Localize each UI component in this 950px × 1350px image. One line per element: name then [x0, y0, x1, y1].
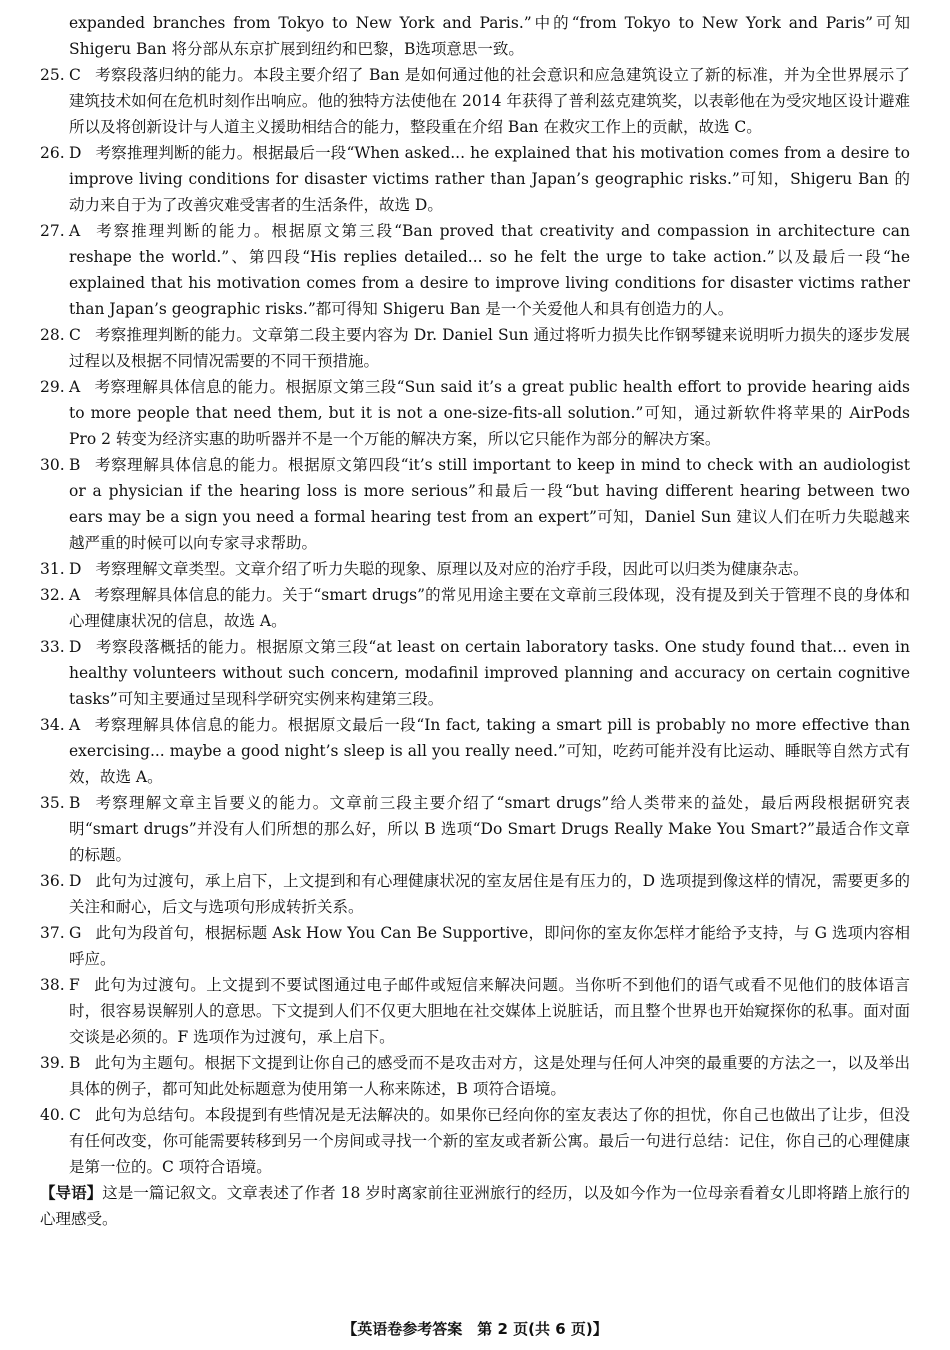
- answer-item: [40, 322, 910, 374]
- answer-letter: C: [69, 326, 81, 344]
- answer-explanation: [69, 1050, 910, 1102]
- answer-item: [40, 374, 910, 452]
- answer-letter: D: [69, 560, 82, 578]
- answer-explanation: [69, 582, 910, 634]
- answer-item: [40, 972, 910, 1050]
- question-number: 37.: [40, 924, 65, 942]
- explanation-text: 考察理解文章类型。文章介绍了听力失聪的现象、原理以及对应的治疗手段，因此可以归类为健康杂志。: [95, 560, 809, 578]
- guide-text: 这是一篇记叙文。文章表述了作者 18 岁时离家前往亚洲旅行的经历，以及如今作为一位母亲看着女儿即将踏上旅行的心理感受。: [40, 1184, 910, 1228]
- explanation-text: 考察推理判断的能力。根据最后一段“When asked... he explained that his motivation comes from a desire to improve living conditions for disaster victims rather than Japan’s geographic risks.”可知，Shigeru Ban 的动力来自于为了改善灾难受害者的生活条件，故选 D。: [69, 144, 910, 214]
- explanation-text: 考察理解具体信息的能力。关于“smart drugs”的常见用途主要在文章前三段体现，没有提及到关于管理不良的身体和心理健康状况的信息，故选 A。: [69, 586, 910, 630]
- answer-explanation: [69, 712, 910, 790]
- answer-explanation: [69, 140, 910, 218]
- answer-item: [40, 1102, 910, 1180]
- answer-letter: F: [69, 976, 80, 994]
- guide-paragraph: [40, 1180, 910, 1232]
- answer-item: [40, 218, 910, 322]
- answer-letter: A: [69, 378, 81, 396]
- answer-item: [40, 62, 910, 140]
- question-number: 27.: [40, 222, 65, 240]
- answer-item: [40, 1050, 910, 1102]
- answer-item: [40, 868, 910, 920]
- question-number: 31.: [40, 560, 65, 578]
- question-number: 30.: [40, 456, 65, 474]
- answer-explanation: [69, 374, 910, 452]
- explanation-text: 考察推理判断的能力。根据原文第三段“Ban proved that creativity and compassion in architecture can reshape the world.”、第四段“His replies detailed... so he felt the urge to take action.”以及最后一段“he explained that his motivation comes from a desire to improve living conditions for disaster victims rather than Japan’s geographic risks.”都可得知 Shigeru Ban 是一个关爱他人和具有创造力的人。: [69, 222, 910, 318]
- answer-letter: B: [69, 1054, 81, 1072]
- answer-explanation: [69, 452, 910, 556]
- question-number: 28.: [40, 326, 65, 344]
- explanation-text: 考察段落概括的能力。根据原文第三段“at least on certain laboratory tasks. One study found that... even in healthy volunteers without such concern, modafinil improved planning and accuracy on certain cognitive tasks”可知主要通过呈现科学研究实例来构建第三段。: [69, 638, 910, 708]
- answer-explanation: [69, 790, 910, 868]
- explanation-text: 此句为总结句。本段提到有些情况是无法解决的。如果你已经向你的室友表达了你的担忧，你自己也做出了让步，但没有任何改变，你可能需要转移到另一个房间或寻找一个新的室友或者新公寓。最后一句进行总结：记住，你自己的心理健康是第一位的。C 项符合语境。: [69, 1106, 910, 1176]
- answer-letter: A: [69, 716, 81, 734]
- explanation-text: 考察理解具体信息的能力。根据原文第三段“Sun said it’s a great public health effort to provide hearing aids to more people that need them, but it is not a one-size-fits-all solution.”可知，通过新软件将苹果的 AirPods Pro 2 转变为经济实惠的助听器并不是一个万能的解决方案，所以它只能作为部分的解决方案。: [69, 378, 910, 448]
- answer-item: [40, 140, 910, 218]
- answer-explanation: [69, 1102, 910, 1180]
- explanation-text: 考察段落归纳的能力。本段主要介绍了 Ban 是如何通过他的社会意识和应急建筑设立了新的标准，并为全世界展示了建筑技术如何在危机时刻作出响应。他的独特方法使他在 2014 年获得了普利兹克建筑奖，以表彰他在为受灾地区设计避难所以及将创新设计与人道主义援助相结合的能力，整段重在介绍 Ban 在救灾工作上的贡献，故选 C。: [69, 66, 910, 136]
- question-number: 25.: [40, 66, 65, 84]
- answer-letter: C: [69, 1106, 81, 1124]
- explanation-text: 此句为过渡句，承上启下，上文提到和有心理健康状况的室友居住是有压力的，D 选项提到像这样的情况，需要更多的关注和耐心，后文与选项句形成转折关系。: [69, 872, 910, 916]
- answer-item: [40, 452, 910, 556]
- guide-label: 【导语】: [40, 1183, 103, 1202]
- answer-item: [40, 634, 910, 712]
- question-number: 39.: [40, 1054, 65, 1072]
- answer-letter: D: [69, 144, 82, 162]
- explanation-text: 考察理解具体信息的能力。根据原文最后一段“In fact, taking a smart pill is probably no more effective than exercising... maybe a good night’s sleep is all you really need.”可知，吃药可能并没有比运动、睡眠等自然方式有效，故选 A。: [69, 716, 910, 786]
- page-footer: 【英语卷参考答案 第 2 页(共 6 页)】: [342, 1320, 608, 1338]
- answer-explanation: [69, 868, 910, 920]
- answer-explanation: [69, 972, 910, 1050]
- question-number: 38.: [40, 976, 65, 994]
- question-number: 40.: [40, 1106, 65, 1124]
- answer-letter: B: [69, 456, 81, 474]
- answer-letter: D: [69, 638, 82, 656]
- answer-item: [40, 556, 910, 582]
- answer-letter: A: [69, 222, 81, 240]
- explanation-text: 此句为段首句，根据标题 Ask How You Can Be Supportive，即问你的室友你怎样才能给予支持，与 G 选项内容相呼应。: [69, 924, 910, 968]
- answer-explanation: [69, 218, 910, 322]
- answer-explanation: [69, 556, 910, 582]
- answer-item: [40, 582, 910, 634]
- explanation-text: 此句为主题句。根据下文提到让你自己的感受而不是攻击对方，这是处理与任何人冲突的最重要的方法之一，以及举出具体的例子，都可知此处标题意为使用第一人称来陈述，B 项符合语境。: [69, 1054, 910, 1098]
- answer-explanation: [69, 322, 910, 374]
- question-number: 29.: [40, 378, 65, 396]
- answer-letter: B: [69, 794, 81, 812]
- question-number: 36.: [40, 872, 65, 890]
- explanation-text: 考察推理判断的能力。文章第二段主要内容为 Dr. Daniel Sun 通过将听力损失比作钢琴键来说明听力损失的逐步发展过程以及根据不同情况需要的不同干预措施。: [69, 326, 910, 370]
- question-number: 32.: [40, 586, 65, 604]
- answer-list: [40, 62, 910, 1180]
- answer-explanation: [69, 62, 910, 140]
- answer-letter: D: [69, 872, 82, 890]
- answer-explanation: [69, 634, 910, 712]
- explanation-text: 此句为过渡句。上文提到不要试图通过电子邮件或短信来解决问题。当你听不到他们的语气或看不见他们的肢体语言时，很容易误解别人的意思。下文提到人们不仅更大胆地在社交媒体上说脏话，而且整个世界也开始窥探你的私事。面对面交谈是必须的。F 选项作为过渡句，承上启下。: [69, 976, 910, 1046]
- answer-explanation: [69, 920, 910, 972]
- answer-item: [40, 790, 910, 868]
- answer-letter: A: [69, 586, 81, 604]
- answer-item: [40, 712, 910, 790]
- explanation-text: 考察理解具体信息的能力。根据原文第四段“it’s still important to keep in mind to check with an audiologist or a physician if the hearing loss is more serious”和最后一段“but having different hearing between two ears may be a sign you need a formal hearing test from an expert”可知，Daniel Sun 建议人们在听力失聪越来越严重的时候可以向专家寻求帮助。: [69, 456, 910, 552]
- question-number: 33.: [40, 638, 65, 656]
- answer-item: [40, 920, 910, 972]
- question-number: 26.: [40, 144, 65, 162]
- continuation-paragraph: expanded branches from Tokyo to New York and Paris.”中的“from Tokyo to New York and Paris”可知Shigeru Ban 将分部从东京扩展到纽约和巴黎，B选项意思一致。: [69, 14, 910, 58]
- question-number: 34.: [40, 716, 65, 734]
- answer-letter: C: [69, 66, 81, 84]
- question-number: 35.: [40, 794, 65, 812]
- explanation-text: 考察理解文章主旨要义的能力。文章前三段主要介绍了“smart drugs”给人类带来的益处，最后两段根据研究表明“smart drugs”并没有人们所想的那么好，所以 B 选项“Do Smart Drugs Really Make You Smart?”最适合作文章的标题。: [69, 794, 910, 864]
- answer-letter: G: [69, 924, 82, 942]
